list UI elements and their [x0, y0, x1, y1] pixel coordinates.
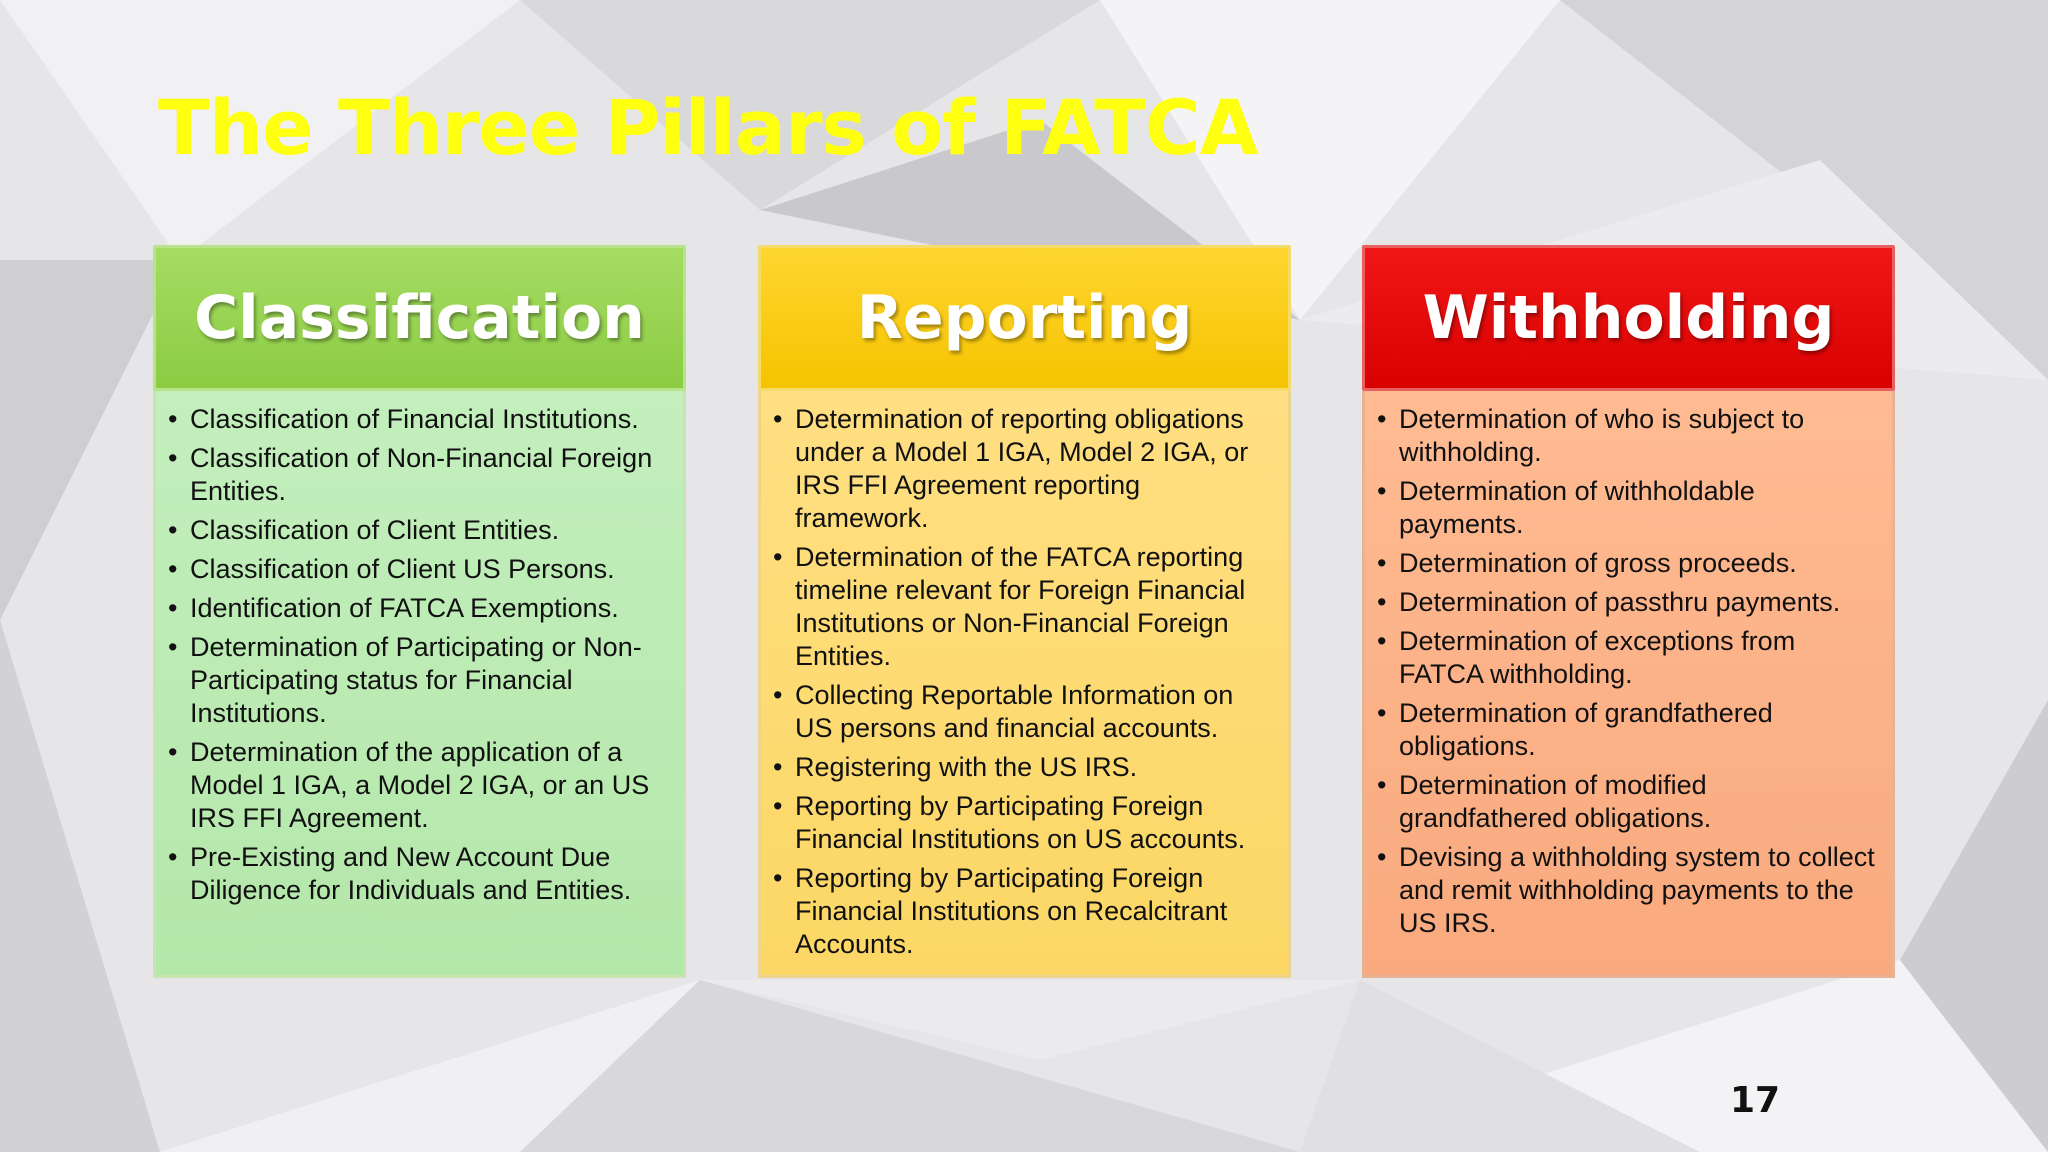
list-item: • Classification of Financial Institutions. [168, 403, 671, 436]
list-item: • Determination of gross proceeds. [1377, 547, 1880, 580]
list-item: • Identification of FATCA Exemptions. [168, 592, 671, 625]
pillar-heading: Reporting [856, 283, 1193, 353]
bullet-list [773, 403, 1276, 961]
pillar-body-withholding [1362, 391, 1895, 978]
pillar-heading: Withholding [1422, 283, 1835, 353]
list-item: • Reporting by Participating Foreign Financial Institutions on US accounts. [773, 790, 1276, 856]
pillar-header-classification [153, 245, 686, 391]
list-item: • Determination of who is subject to withholding. [1377, 403, 1880, 469]
list-item: • Classification of Client US Persons. [168, 553, 671, 586]
list-item: • Determination of exceptions from FATCA withholding. [1377, 625, 1880, 691]
list-item: • Determination of modified grandfathered obligations. [1377, 769, 1880, 835]
list-item: • Reporting by Participating Foreign Financial Institutions on Recalcitrant Accounts. [773, 862, 1276, 961]
pillar-body-classification [153, 391, 686, 978]
list-item: • Determination of the application of a Model 1 IGA, a Model 2 IGA, or an US IRS FFI Agreement. [168, 736, 671, 835]
list-item: • Determination of reporting obligations under a Model 1 IGA, Model 2 IGA, or IRS FFI Agreement reporting framework. [773, 403, 1276, 535]
list-item: • Determination of passthru payments. [1377, 586, 1880, 619]
list-item: • Determination of Participating or Non-Participating status for Financial Institutions. [168, 631, 671, 730]
list-item: • Classification of Non-Financial Foreign Entities. [168, 442, 671, 508]
slide-title: The Three Pillars of FATCA [158, 83, 1258, 172]
list-item: • Devising a withholding system to collect and remit withholding payments to the US IRS. [1377, 841, 1880, 940]
pillar-reporting [758, 245, 1291, 978]
pillar-header-withholding [1362, 245, 1895, 391]
pillar-heading: Classification [194, 283, 645, 353]
pillar-classification [153, 245, 686, 978]
list-item: • Classification of Client Entities. [168, 514, 671, 547]
bullet-list [1377, 403, 1880, 940]
list-item: • Determination of grandfathered obligations. [1377, 697, 1880, 763]
list-item: • Pre-Existing and New Account Due Diligence for Individuals and Entities. [168, 841, 671, 907]
pillar-header-reporting [758, 245, 1291, 391]
page-number: 17 [1730, 1080, 1781, 1121]
pillar-body-reporting [758, 391, 1291, 978]
bullet-list [168, 403, 671, 907]
list-item: • Registering with the US IRS. [773, 751, 1276, 784]
pillar-withholding [1362, 245, 1895, 978]
list-item: • Determination of the FATCA reporting timeline relevant for Foreign Financial Institutions or Non-Financial Foreign Entities. [773, 541, 1276, 673]
list-item: • Determination of withholdable payments. [1377, 475, 1880, 541]
list-item: • Collecting Reportable Information on US persons and financial accounts. [773, 679, 1276, 745]
